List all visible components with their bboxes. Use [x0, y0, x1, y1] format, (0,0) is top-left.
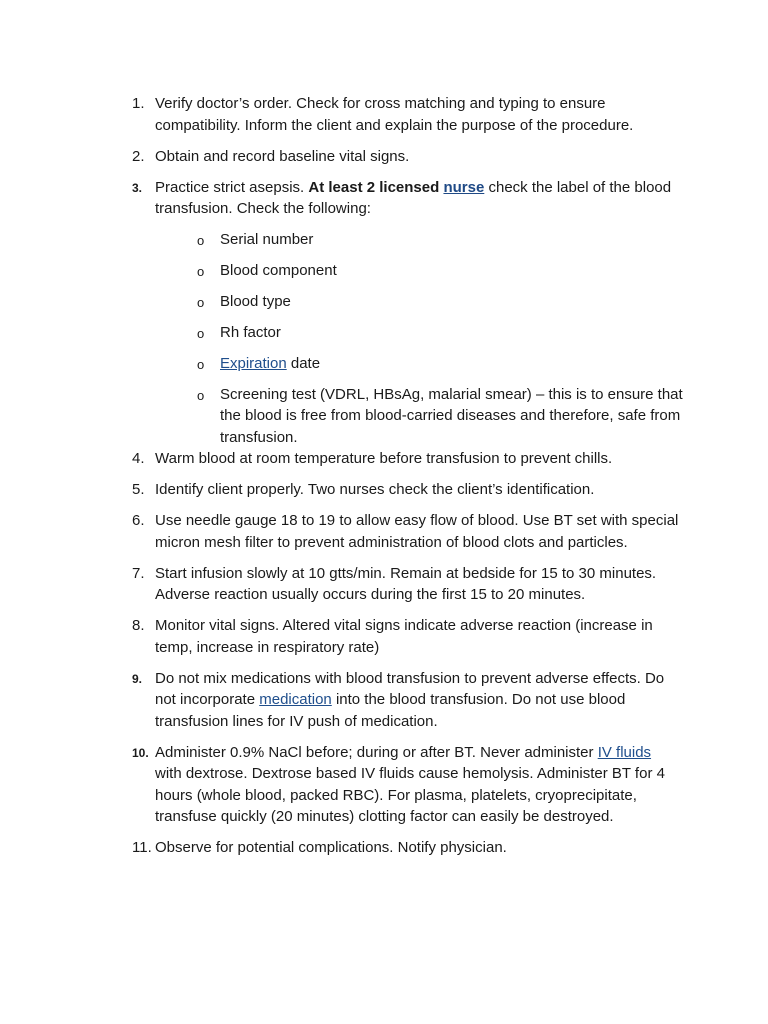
step-number: 8. — [132, 617, 145, 634]
sub-item-text: Rh factor — [220, 323, 281, 341]
list-item — [132, 742, 680, 828]
circle-bullet-icon: o — [197, 356, 205, 372]
step-text — [155, 742, 680, 828]
list-item — [132, 563, 680, 606]
procedure-steps-list — [132, 93, 683, 868]
step-text: Start infusion slowly at 10 gtts/min. Remain at bedside for 15 to 30 minutes. Adverse reaction usually occurs during the first 15 to 20 minutes. — [155, 564, 657, 603]
step-number: 9. — [132, 671, 143, 686]
step-number: 3. — [132, 180, 143, 195]
step-text: Warm blood at room temperature before transfusion to prevent chills. — [155, 450, 613, 467]
circle-bullet-icon: o — [197, 387, 205, 403]
nurse-link[interactable]: nurse — [443, 178, 485, 196]
list-item — [132, 510, 680, 553]
sub-list-item — [197, 322, 683, 344]
sub-list-item — [197, 229, 683, 251]
step-bold-text: At least 2 licensed — [308, 178, 444, 196]
step-text — [155, 177, 680, 220]
list-item — [132, 668, 680, 733]
sub-list-item — [197, 260, 683, 282]
step-text: Use needle gauge 18 to 19 to allow easy flow of blood. Use BT set with special micron mesh filter to prevent administration of blood clots and particles. — [155, 512, 679, 551]
list-item — [132, 146, 680, 168]
sub-item-text: Screening test (VDRL, HBsAg, malarial smear) – this is to ensure that the blood is free from blood-carried diseases and therefore, safe from transfusion. — [220, 385, 683, 446]
step-number: 11. — [132, 839, 152, 856]
circle-bullet-icon: o — [197, 294, 205, 310]
list-item — [132, 837, 680, 859]
expiration-link[interactable]: Expiration — [220, 354, 287, 372]
step-number: 1. — [132, 95, 145, 112]
circle-bullet-icon: o — [197, 325, 205, 341]
step-number: 10. — [132, 745, 149, 760]
circle-bullet-icon: o — [197, 232, 205, 248]
step-number: 2. — [132, 147, 145, 165]
circle-bullet-icon: o — [197, 263, 205, 279]
step-text: Monitor vital signs. Altered vital signs indicate adverse reaction (increase in temp, increase in respiratory rate) — [155, 617, 653, 656]
step-number: 5. — [132, 481, 145, 498]
step-text: Identify client properly. Two nurses check the client’s identification. — [155, 481, 595, 498]
step-text-part: Do not mix medications with blood transfusion to prevent adverse effects. Do not incorporate — [155, 669, 665, 708]
step-text — [155, 668, 680, 733]
sub-item-text — [220, 355, 320, 372]
sub-list-item — [197, 353, 683, 375]
list-item — [132, 615, 680, 658]
step-text-part: Practice strict asepsis. — [155, 178, 309, 196]
sub-item-text: Blood type — [220, 292, 291, 310]
list-item — [132, 93, 680, 136]
sub-item-text: Blood component — [220, 261, 337, 279]
list-item — [132, 479, 680, 501]
iv-fluids-link[interactable]: IV fluids — [597, 743, 652, 761]
sub-list-item — [197, 291, 683, 313]
sub-list-item — [197, 384, 683, 449]
step-text-part: Administer 0.9% NaCl before; during or after BT. Never administer — [155, 743, 598, 761]
step-text: Verify doctor’s order. Check for cross matching and typing to ensure compatibility. Inform the client and explain the purpose of the procedure. — [155, 95, 634, 134]
step-number: 6. — [132, 512, 145, 529]
list-item — [132, 448, 680, 470]
sub-item-text: Serial number — [220, 230, 314, 248]
check-items-list — [197, 229, 683, 449]
list-item — [132, 177, 683, 449]
step-text-part: check the label of the blood transfusion. Check the following: — [155, 178, 672, 217]
sub-item-text-part: date — [286, 354, 321, 372]
medication-link[interactable]: medication — [259, 691, 332, 708]
step-text-part: into the blood transfusion. Do not use blood transfusion lines for IV push of medication. — [155, 691, 626, 730]
step-text: Obtain and record baseline vital signs. — [155, 147, 410, 165]
step-text-part: with dextrose. Dextrose based IV fluids cause hemolysis. Administer BT for 4 hours (whole blood, packed RBC). For plasma, platelets, cryoprecipitate, transfuse quickly (20 minutes) clotting factor can easily be destroyed. — [155, 765, 665, 825]
step-text: Observe for potential complications. Notify physician. — [155, 839, 507, 856]
step-number: 7. — [132, 564, 145, 582]
step-number: 4. — [132, 450, 145, 467]
